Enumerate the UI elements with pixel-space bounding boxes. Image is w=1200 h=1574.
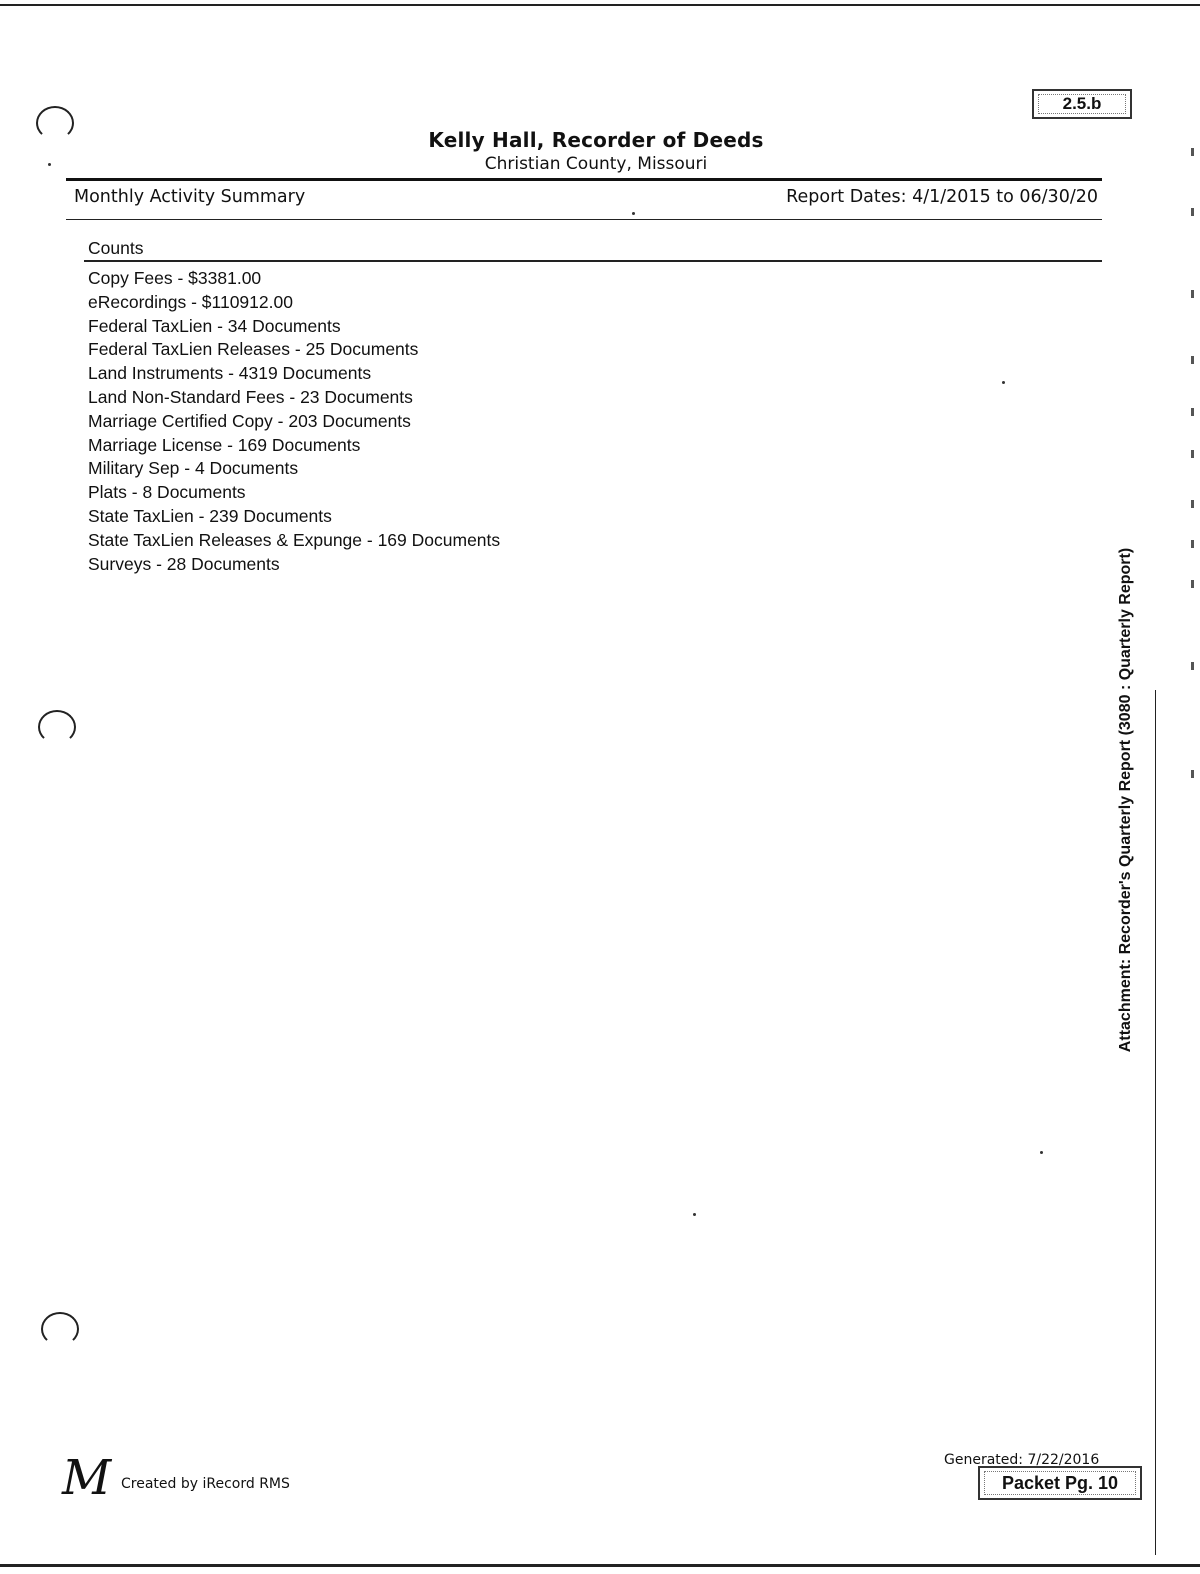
punch-hole-icon bbox=[38, 710, 76, 744]
reference-stamp bbox=[1032, 89, 1132, 119]
edge-mark bbox=[1191, 450, 1194, 458]
packet-page-stamp bbox=[978, 1466, 1142, 1500]
punch-hole-icon bbox=[41, 1312, 79, 1346]
edge-mark bbox=[1191, 770, 1194, 778]
counts-list bbox=[88, 267, 500, 576]
scan-speck bbox=[1002, 381, 1005, 384]
list-item: Plats - 8 Documents bbox=[88, 482, 246, 503]
summary-rule bbox=[66, 219, 1102, 220]
edge-mark bbox=[1191, 662, 1194, 670]
list-item: Copy Fees - $3381.00 bbox=[88, 268, 262, 288]
irecord-logo: M bbox=[62, 1450, 112, 1506]
edge-mark bbox=[1191, 540, 1194, 548]
scan-speck bbox=[1040, 1151, 1043, 1154]
list-item: Federal TaxLien - 34 Documents bbox=[88, 315, 341, 336]
attachment-side-note-text: Attachment: Recorder's Quarterly Report (3080 : Quarterly Report) bbox=[1117, 547, 1134, 1053]
list-item: eRecordings - $110912.00 bbox=[88, 291, 293, 312]
reference-stamp-text: 2.5.b bbox=[1062, 94, 1102, 113]
list-item: Military Sep - 4 Documents bbox=[88, 458, 299, 479]
counts-heading: Counts bbox=[88, 238, 144, 258]
edge-mark bbox=[1191, 356, 1194, 364]
list-item: State TaxLien - 239 Documents bbox=[88, 505, 332, 526]
list-item: Land Non-Standard Fees - 23 Documents bbox=[88, 386, 413, 407]
edge-mark bbox=[1191, 148, 1194, 156]
edge-mark bbox=[1191, 290, 1194, 298]
bottom-edge-rule bbox=[0, 1564, 1200, 1567]
scan-speck bbox=[693, 1213, 696, 1216]
document-subtitle: Christian County, Missouri bbox=[484, 154, 708, 174]
packet-page-text: Packet Pg. 10 bbox=[1001, 1473, 1119, 1493]
reference-stamp-border bbox=[1038, 94, 1126, 114]
list-item: Marriage Certified Copy - 203 Documents bbox=[88, 410, 411, 431]
report-dates: Report Dates: 4/1/2015 to 06/30/20 bbox=[786, 187, 1098, 207]
counts-rule bbox=[84, 260, 1102, 262]
edge-mark bbox=[1191, 580, 1194, 588]
punch-hole-icon bbox=[36, 106, 74, 140]
side-rule bbox=[1155, 690, 1156, 1555]
edge-mark bbox=[1191, 408, 1194, 416]
list-item: Marriage License - 169 Documents bbox=[88, 434, 361, 455]
top-edge-rule bbox=[0, 4, 1200, 6]
scan-speck bbox=[632, 212, 635, 215]
list-item: Federal TaxLien Releases - 25 Documents bbox=[88, 339, 419, 360]
list-item: State TaxLien Releases & Expunge - 169 Documents bbox=[88, 529, 501, 550]
edge-mark bbox=[1191, 500, 1194, 508]
list-item: Surveys - 28 Documents bbox=[88, 553, 280, 574]
header-rule bbox=[66, 178, 1102, 181]
list-item: Land Instruments - 4319 Documents bbox=[88, 363, 372, 384]
scan-speck bbox=[48, 163, 51, 166]
created-by-text: Created by iRecord RMS bbox=[121, 1476, 290, 1492]
edge-mark bbox=[1191, 208, 1194, 216]
generated-date: Generated: 7/22/2016 bbox=[944, 1452, 1100, 1468]
packet-page-stamp-border bbox=[984, 1471, 1136, 1495]
summary-label: Monthly Activity Summary bbox=[74, 187, 306, 207]
document-title: Kelly Hall, Recorder of Deeds bbox=[428, 128, 764, 152]
